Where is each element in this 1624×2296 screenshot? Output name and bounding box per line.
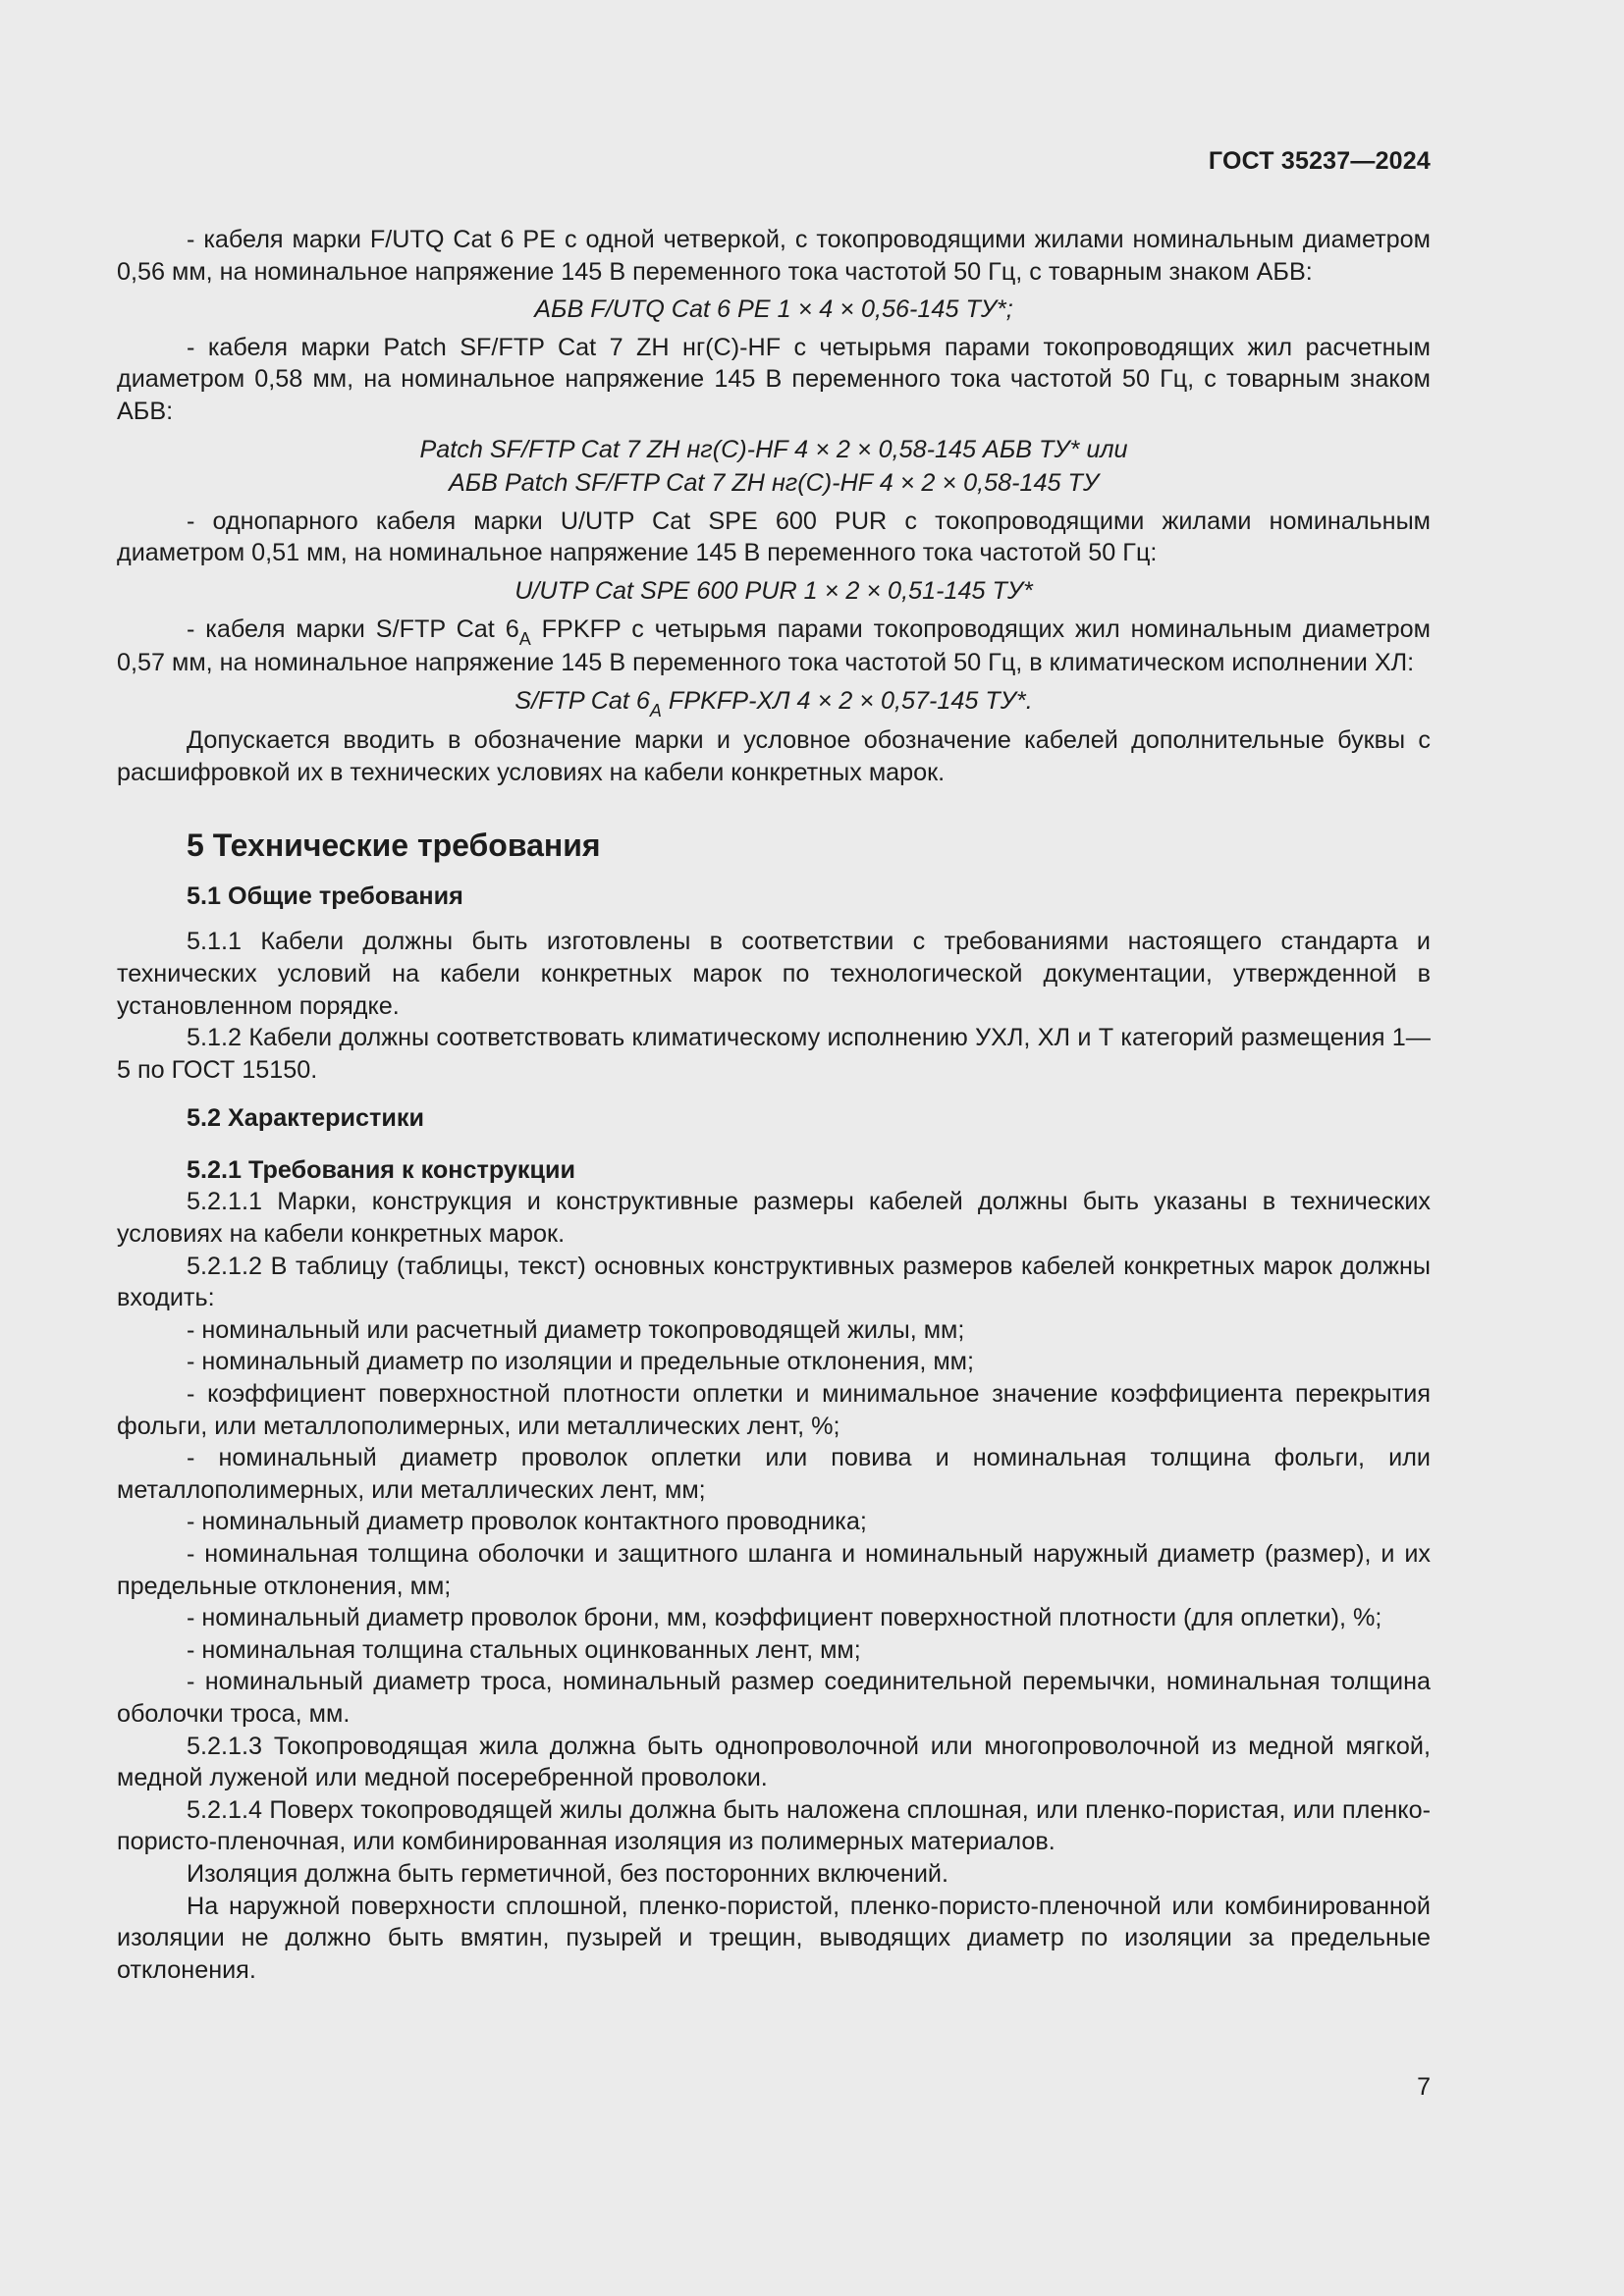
paragraph: Допускается вводить в обозначение марки и условное обозначение кабелей дополнительные буквы с расшифровкой их в технических условиях на кабели конкретных марок. xyxy=(117,726,1431,786)
paragraph: Изоляция должна быть герметичной, без посторонних включений. xyxy=(187,1859,948,1888)
subscript: A xyxy=(649,700,662,721)
paragraph: - кабеля марки F/UTQ Cat 6 PE с одной четверкой, с токопроводящими жилами номинальным диаметром 0,56 мм, на номинальное напряжение 145 В переменного тока частотой 50 Гц, с товарным знаком АБВ: xyxy=(117,226,1431,286)
paragraph: 5.1.2 Кабели должны соответствовать климатическому исполнению УХЛ, ХЛ и Т категорий размещения 1—5 по ГОСТ 15150. xyxy=(117,1024,1431,1084)
subsection-title: 5.1 Общие требования xyxy=(187,881,463,910)
paragraph: 5.2.1.1 Марки, конструкция и конструктивные размеры кабелей должны быть указаны в технических условиях на кабели конкретных марок. xyxy=(117,1188,1431,1249)
page-number: 7 xyxy=(1417,2073,1431,2101)
paragraph: 5.1.1 Кабели должны быть изготовлены в соответствии с требованиями настоящего стандарта и технических условий на кабели конкретных марок по технологической документации, утвержденной в установленном порядке. xyxy=(117,928,1431,1020)
section-title: 5 Технические требования xyxy=(187,827,601,863)
list-item: - номинальная толщина стальных оцинкованных лент, мм; xyxy=(187,1635,861,1664)
text-run: S/FTP Cat 6 xyxy=(514,686,650,715)
paragraph: - кабеля марки Patch SF/FTP Cat 7 ZH нг(С)-HF с четырьмя парами токопроводящих жил расчетным диаметром 0,58 мм, на номинальное напряжение 145 В переменного тока частотой 50 Гц, с товарным знаком АБВ: xyxy=(117,333,1431,425)
paragraph: На наружной поверхности сплошной, пленко-пористой, пленко-пористо-пленочной или комбинированной изоляции не должно быть вмятин, пузырей и трещин, выводящих диаметр по изоляции за предельные отклонения. xyxy=(117,1892,1431,1984)
formula: АБВ Patch SF/FTP Cat 7 ZH нг(С)-HF 4 × 2 × 0,58-145 ТУ xyxy=(448,469,1100,498)
formula: АБВ F/UTQ Cat 6 PE 1 × 4 × 0,56-145 ТУ*; xyxy=(534,295,1013,324)
subsubsection-title: 5.2.1 Требования к конструкции xyxy=(187,1155,575,1184)
list-item: - номинальная толщина оболочки и защитного шланга и номинальный наружный диаметр (размер), и их предельные отклонения, мм; xyxy=(117,1539,1431,1600)
text-run: FPKFP с четырьмя парами токопроводящих жил номинальным диаметром 0,57 мм, на номинальное напряжение 145 В переменного тока частотой 50 Гц, в климатическом исполнении ХЛ: xyxy=(117,614,1431,677)
subscript: A xyxy=(518,628,531,649)
list-item: - номинальный диаметр по изоляции и предельные отклонения, мм; xyxy=(187,1348,974,1376)
subsection-title: 5.2 Характеристики xyxy=(187,1104,424,1133)
list-item: - номинальный диаметр троса, номинальный размер соединительной перемычки, номинальная толщина оболочки троса, мм. xyxy=(117,1668,1431,1728)
formula: U/UTP Cat SPE 600 PUR 1 × 2 × 0,51-145 ТУ* xyxy=(514,576,1033,605)
paragraph: 5.2.1.2 В таблицу (таблицы, текст) основных конструктивных размеров кабелей конкретных марок должны входить: xyxy=(117,1252,1431,1312)
document-code: ГОСТ 35237—2024 xyxy=(1208,147,1431,175)
list-item: - коэффициент поверхностной плотности оплетки и минимальное значение коэффициента перекрытия фольги, или металлополимерных, или металлических лент, %; xyxy=(117,1380,1431,1440)
page-content xyxy=(117,224,1431,1986)
paragraph: 5.2.1.3 Токопроводящая жила должна быть однопроволочной или многопроволочной из медной мягкой, медной луженой или медной посеребренной проволоки. xyxy=(117,1732,1431,1792)
paragraph: 5.2.1.4 Поверх токопроводящей жилы должна быть наложена сплошная, или пленко-пористая, или пленко-пористо-пленочная, или комбинированная изоляция из полимерных материалов. xyxy=(117,1795,1431,1856)
list-item: - номинальный диаметр проволок контактного проводника; xyxy=(187,1508,867,1536)
formula: Patch SF/FTP Cat 7 ZH нг(С)-HF 4 × 2 × 0,58-145 АБВ ТУ* или xyxy=(419,435,1128,463)
text-run: - кабеля марки S/FTP Cat 6 xyxy=(187,614,519,643)
paragraph: - однопарного кабеля марки U/UTP Cat SPE 600 PUR с токопроводящими жилами номинальным диаметром 0,51 мм, на номинальное напряжение 145 В переменного тока частотой 50 Гц: xyxy=(117,507,1431,567)
list-item: - номинальный диаметр проволок брони, мм, коэффициент поверхностной плотности (для оплетки), %; xyxy=(187,1604,1382,1632)
list-item: - номинальный диаметр проволок оплетки или повива и номинальная толщина фольги, или металлополимерных, или металлических лент, мм; xyxy=(117,1444,1431,1504)
list-item: - номинальный или расчетный диаметр токопроводящей жилы, мм; xyxy=(187,1315,965,1344)
paragraph xyxy=(117,614,1431,679)
text-run: FPKFP-ХЛ 4 × 2 × 0,57-145 ТУ*. xyxy=(661,686,1033,715)
formula xyxy=(117,685,1431,720)
